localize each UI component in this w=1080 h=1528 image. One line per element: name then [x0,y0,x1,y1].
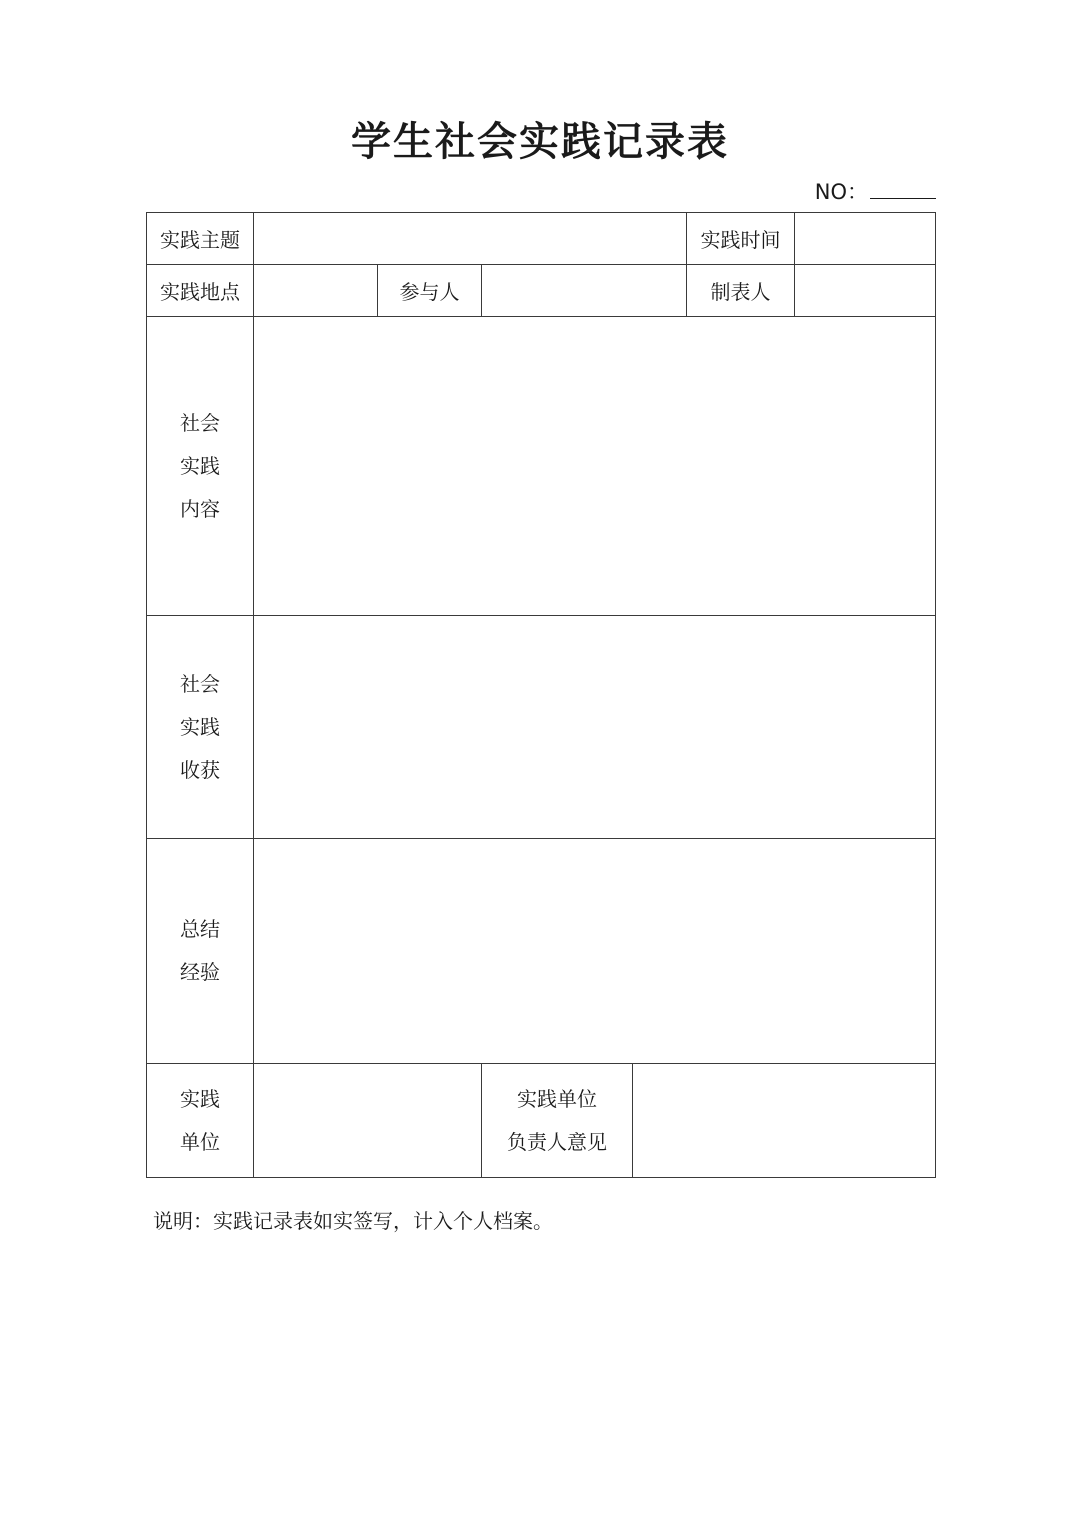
row-content [147,317,936,616]
author-label: 制表人 [687,265,795,317]
place-field[interactable] [254,265,378,317]
theme-label: 实践主题 [147,213,254,265]
summary-label [147,839,254,1064]
serial-number-field[interactable] [870,180,936,199]
row-harvest [147,616,936,839]
row-place [147,265,936,317]
unit-opinion-label-line: 负责人意见 [507,1129,607,1154]
summary-label-line: 经验 [180,960,220,984]
content-label-line: 社会 [180,410,220,435]
harvest-field[interactable] [254,616,936,839]
time-label: 实践时间 [687,213,795,265]
theme-field[interactable] [254,213,687,265]
unit-label-line: 实践 [180,1086,220,1111]
summary-field[interactable] [254,839,936,1064]
row-theme [147,213,936,265]
footer-note: 说明：实践记录表如实签写，计入个人档案。 [153,1209,553,1233]
harvest-label-line: 社会 [180,671,220,696]
form-title: 学生社会实践记录表 [351,119,729,165]
place-label: 实践地点 [147,265,254,317]
serial-number [815,178,936,206]
harvest-label-line: 实践 [180,714,220,739]
row-summary [147,839,936,1064]
serial-number-label: NO： [814,180,868,204]
record-table [146,212,936,1178]
content-label-line: 内容 [180,496,220,521]
harvest-label-line: 收获 [180,757,220,782]
harvest-label [147,616,254,839]
participant-field[interactable] [482,265,687,317]
content-field[interactable] [254,317,936,616]
unit-field[interactable] [254,1064,482,1178]
content-label-line: 实践 [180,453,220,478]
time-field[interactable] [795,213,936,265]
row-unit [147,1064,936,1178]
unit-opinion-field[interactable] [633,1064,936,1178]
summary-label-line: 总结 [180,917,220,941]
unit-opinion-label-line: 实践单位 [517,1086,597,1111]
author-field[interactable] [795,265,936,317]
participant-label: 参与人 [378,265,482,317]
unit-label-line: 单位 [180,1129,220,1154]
unit-label [147,1064,254,1178]
content-label [147,317,254,616]
unit-opinion-label [482,1064,633,1178]
